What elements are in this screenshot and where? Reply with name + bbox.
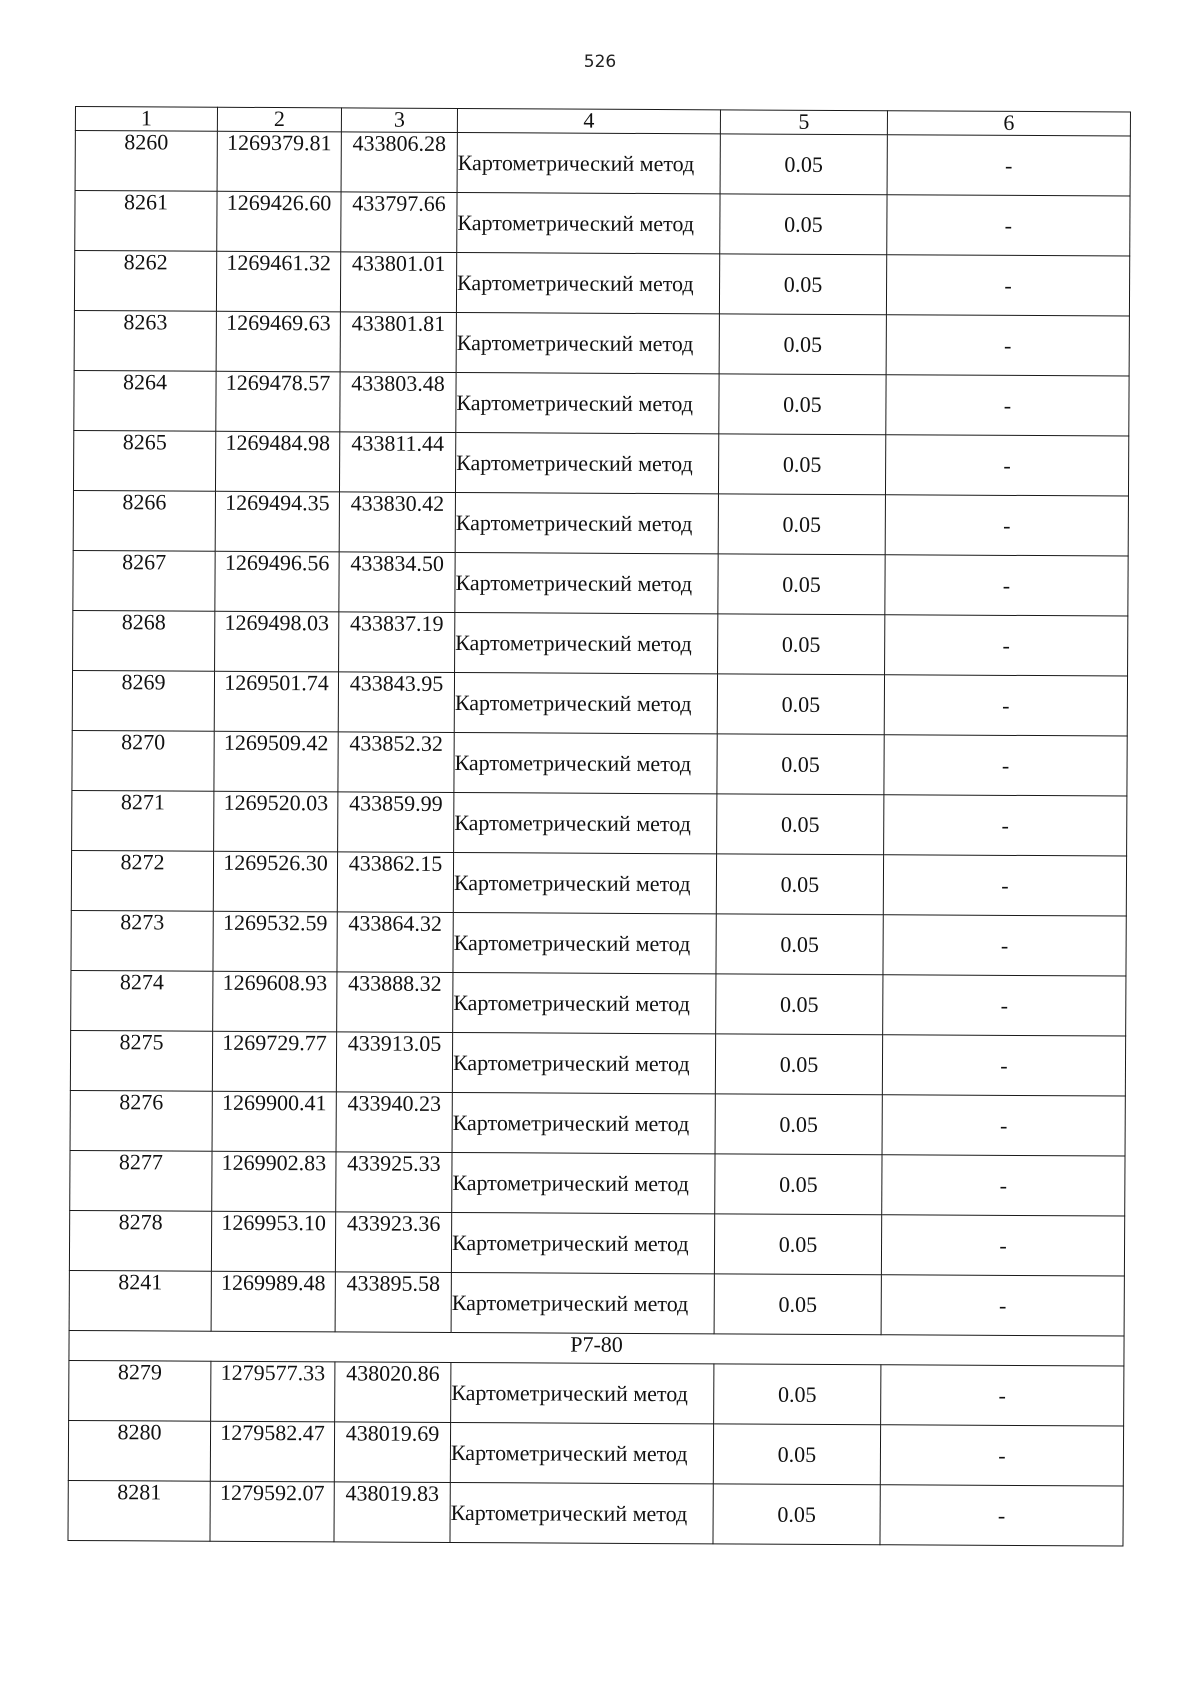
table-row xyxy=(70,1090,1125,1156)
note-cell: - xyxy=(887,195,1130,256)
point-number-cell: 8270 xyxy=(72,730,214,791)
accuracy-cell: 0.05 xyxy=(718,554,885,615)
x-coordinate-cell: 1269379.81 xyxy=(217,131,341,192)
note-cell: - xyxy=(886,375,1129,436)
point-number-cell: 8281 xyxy=(68,1480,210,1541)
y-coordinate-cell: 433834.50 xyxy=(339,552,455,613)
accuracy-cell: 0.05 xyxy=(714,1274,881,1335)
accuracy-cell: 0.05 xyxy=(714,1364,881,1425)
section-title: Р7-80 xyxy=(69,1330,1124,1366)
column-header: 3 xyxy=(341,108,457,133)
accuracy-cell: 0.05 xyxy=(717,794,884,855)
note-cell: - xyxy=(884,675,1127,736)
x-coordinate-cell: 1269953.10 xyxy=(211,1211,335,1272)
table-row xyxy=(71,910,1126,976)
method-cell: Картометрический метод xyxy=(450,1422,713,1483)
y-coordinate-cell: 433913.05 xyxy=(336,1032,452,1093)
note-cell: - xyxy=(881,1215,1124,1276)
accuracy-cell: 0.05 xyxy=(718,494,885,555)
note-cell: - xyxy=(885,495,1128,556)
point-number-cell: 8272 xyxy=(71,850,213,911)
note-cell: - xyxy=(882,1095,1125,1156)
point-number-cell: 8274 xyxy=(71,970,213,1031)
accuracy-cell: 0.05 xyxy=(719,314,886,375)
x-coordinate-cell: 1269484.98 xyxy=(215,431,339,492)
method-cell: Картометрический метод xyxy=(453,912,716,973)
table-body xyxy=(68,107,1130,1547)
x-coordinate-cell: 1269461.32 xyxy=(216,251,340,312)
point-number-cell: 8275 xyxy=(70,1030,212,1091)
method-cell: Картометрический метод xyxy=(452,1152,715,1213)
x-coordinate-cell: 1269501.74 xyxy=(214,671,338,732)
point-number-cell: 8268 xyxy=(73,610,215,671)
x-coordinate-cell: 1269509.42 xyxy=(214,731,338,792)
accuracy-cell: 0.05 xyxy=(718,434,885,495)
table-row xyxy=(72,730,1127,796)
table-row xyxy=(72,790,1127,856)
y-coordinate-cell: 433837.19 xyxy=(339,612,455,673)
x-coordinate-cell: 1269526.30 xyxy=(213,851,337,912)
point-number-cell: 8278 xyxy=(69,1210,211,1271)
method-cell: Картометрический метод xyxy=(450,1482,713,1543)
note-cell: - xyxy=(885,615,1128,676)
y-coordinate-cell: 438020.86 xyxy=(335,1362,451,1423)
note-cell: - xyxy=(885,555,1128,616)
method-cell: Картометрический метод xyxy=(451,1272,714,1333)
method-cell: Картометрический метод xyxy=(453,972,716,1033)
method-cell: Картометрический метод xyxy=(451,1212,714,1273)
accuracy-cell: 0.05 xyxy=(720,134,887,195)
accuracy-cell: 0.05 xyxy=(716,914,883,975)
page-number: 526 xyxy=(583,52,617,72)
note-cell: - xyxy=(884,735,1127,796)
point-number-cell: 8279 xyxy=(69,1360,211,1421)
x-coordinate-cell: 1269729.77 xyxy=(212,1031,336,1092)
x-coordinate-cell: 1269498.03 xyxy=(215,611,339,672)
y-coordinate-cell: 433801.01 xyxy=(340,252,456,313)
table-row xyxy=(73,490,1128,556)
y-coordinate-cell: 433923.36 xyxy=(335,1212,451,1273)
y-coordinate-cell: 433830.42 xyxy=(339,492,455,553)
note-cell: - xyxy=(882,1155,1125,1216)
accuracy-cell: 0.05 xyxy=(716,854,883,915)
y-coordinate-cell: 438019.83 xyxy=(334,1482,450,1543)
x-coordinate-cell: 1269494.35 xyxy=(215,491,339,552)
table-row xyxy=(74,251,1129,317)
table-row xyxy=(74,310,1129,376)
accuracy-cell: 0.05 xyxy=(715,1094,882,1155)
note-cell: - xyxy=(883,975,1126,1036)
table-row xyxy=(69,1270,1124,1336)
x-coordinate-cell: 1279592.07 xyxy=(210,1481,334,1542)
method-cell: Картометрический метод xyxy=(456,312,719,373)
table-row xyxy=(73,610,1128,676)
table-row xyxy=(70,1150,1125,1216)
x-coordinate-cell: 1269496.56 xyxy=(215,551,339,612)
y-coordinate-cell: 433925.33 xyxy=(336,1152,452,1213)
note-cell: - xyxy=(880,1425,1123,1486)
point-number-cell: 8277 xyxy=(70,1150,212,1211)
y-coordinate-cell: 433797.66 xyxy=(341,192,457,253)
x-coordinate-cell: 1269478.57 xyxy=(216,371,340,432)
column-header: 5 xyxy=(720,110,887,135)
table-row xyxy=(75,131,1130,197)
y-coordinate-cell: 433852.32 xyxy=(338,732,454,793)
x-coordinate-cell: 1269900.41 xyxy=(212,1091,336,1152)
point-number-cell: 8276 xyxy=(70,1090,212,1151)
accuracy-cell: 0.05 xyxy=(716,974,883,1035)
note-cell: - xyxy=(883,915,1126,976)
point-number-cell: 8261 xyxy=(75,191,217,252)
point-number-cell: 8280 xyxy=(68,1420,210,1481)
accuracy-cell: 0.05 xyxy=(719,374,886,435)
accuracy-cell: 0.05 xyxy=(713,1424,880,1485)
x-coordinate-cell: 1269902.83 xyxy=(212,1151,336,1212)
method-cell: Картометрический метод xyxy=(455,492,718,553)
point-number-cell: 8264 xyxy=(74,370,216,431)
x-coordinate-cell: 1269520.03 xyxy=(214,791,338,852)
method-cell: Картометрический метод xyxy=(455,612,718,673)
y-coordinate-cell: 433888.32 xyxy=(337,972,453,1033)
accuracy-cell: 0.05 xyxy=(715,1034,882,1095)
accuracy-cell: 0.05 xyxy=(717,674,884,735)
method-cell: Картометрический метод xyxy=(454,732,717,793)
table-row xyxy=(73,430,1128,496)
note-cell: - xyxy=(882,1035,1125,1096)
column-header: 2 xyxy=(217,107,341,132)
table-row xyxy=(71,970,1126,1036)
method-cell: Картометрический метод xyxy=(456,253,719,314)
table-row xyxy=(73,550,1128,616)
note-cell: - xyxy=(881,1275,1124,1336)
column-header: 4 xyxy=(457,109,720,134)
point-number-cell: 8265 xyxy=(73,430,215,491)
method-cell: Картометрический метод xyxy=(454,672,717,733)
accuracy-cell: 0.05 xyxy=(718,614,885,675)
method-cell: Картометрический метод xyxy=(453,852,716,913)
table-row xyxy=(68,1420,1123,1486)
point-number-cell: 8267 xyxy=(73,550,215,611)
y-coordinate-cell: 433862.15 xyxy=(337,852,453,913)
accuracy-cell: 0.05 xyxy=(720,194,887,255)
note-cell: - xyxy=(886,255,1129,316)
x-coordinate-cell: 1269532.59 xyxy=(213,911,337,972)
point-number-cell: 8266 xyxy=(73,490,215,551)
method-cell: Картометрический метод xyxy=(454,792,717,853)
x-coordinate-cell: 1269989.48 xyxy=(211,1271,335,1332)
y-coordinate-cell: 433864.32 xyxy=(337,912,453,973)
x-coordinate-cell: 1269426.60 xyxy=(217,191,341,252)
x-coordinate-cell: 1269469.63 xyxy=(216,311,340,372)
method-cell: Картометрический метод xyxy=(455,432,718,493)
point-number-cell: 8271 xyxy=(72,790,214,851)
note-cell: - xyxy=(886,315,1129,376)
note-cell: - xyxy=(885,435,1128,496)
accuracy-cell: 0.05 xyxy=(713,1484,880,1545)
point-number-cell: 8273 xyxy=(71,910,213,971)
table-row xyxy=(69,1210,1124,1276)
y-coordinate-cell: 433803.48 xyxy=(340,372,456,433)
table-row xyxy=(74,370,1129,436)
coordinates-table xyxy=(67,106,1130,1547)
column-header: 6 xyxy=(887,111,1130,136)
table-row xyxy=(75,191,1130,257)
table-row xyxy=(71,850,1126,916)
point-number-cell: 8263 xyxy=(74,310,216,371)
method-cell: Картометрический метод xyxy=(455,552,718,613)
note-cell: - xyxy=(887,135,1130,196)
note-cell: - xyxy=(884,795,1127,856)
y-coordinate-cell: 438019.69 xyxy=(334,1422,450,1483)
method-cell: Картометрический метод xyxy=(456,372,719,433)
method-cell: Картометрический метод xyxy=(452,1032,715,1093)
x-coordinate-cell: 1279582.47 xyxy=(210,1421,334,1482)
table-row xyxy=(72,670,1127,736)
method-cell: Картометрический метод xyxy=(452,1092,715,1153)
y-coordinate-cell: 433895.58 xyxy=(335,1272,451,1333)
y-coordinate-cell: 433843.95 xyxy=(338,672,454,733)
table-row xyxy=(69,1360,1124,1426)
method-cell: Картометрический метод xyxy=(457,193,720,254)
x-coordinate-cell: 1279577.33 xyxy=(211,1361,335,1422)
accuracy-cell: 0.05 xyxy=(714,1214,881,1275)
note-cell: - xyxy=(881,1365,1124,1426)
y-coordinate-cell: 433806.28 xyxy=(341,132,457,193)
point-number-cell: 8260 xyxy=(75,131,217,192)
accuracy-cell: 0.05 xyxy=(715,1154,882,1215)
note-cell: - xyxy=(883,855,1126,916)
x-coordinate-cell: 1269608.93 xyxy=(213,971,337,1032)
y-coordinate-cell: 433811.44 xyxy=(339,432,455,493)
y-coordinate-cell: 433940.23 xyxy=(336,1092,452,1153)
method-cell: Картометрический метод xyxy=(451,1362,714,1423)
table-row xyxy=(68,1480,1123,1546)
accuracy-cell: 0.05 xyxy=(717,734,884,795)
note-cell: - xyxy=(880,1485,1123,1546)
point-number-cell: 8269 xyxy=(72,670,214,731)
y-coordinate-cell: 433859.99 xyxy=(338,792,454,853)
y-coordinate-cell: 433801.81 xyxy=(340,312,456,373)
method-cell: Картометрический метод xyxy=(457,133,720,194)
point-number-cell: 8241 xyxy=(69,1270,211,1331)
column-header: 1 xyxy=(75,107,217,132)
table-row xyxy=(70,1030,1125,1096)
accuracy-cell: 0.05 xyxy=(719,254,886,315)
point-number-cell: 8262 xyxy=(74,251,216,312)
